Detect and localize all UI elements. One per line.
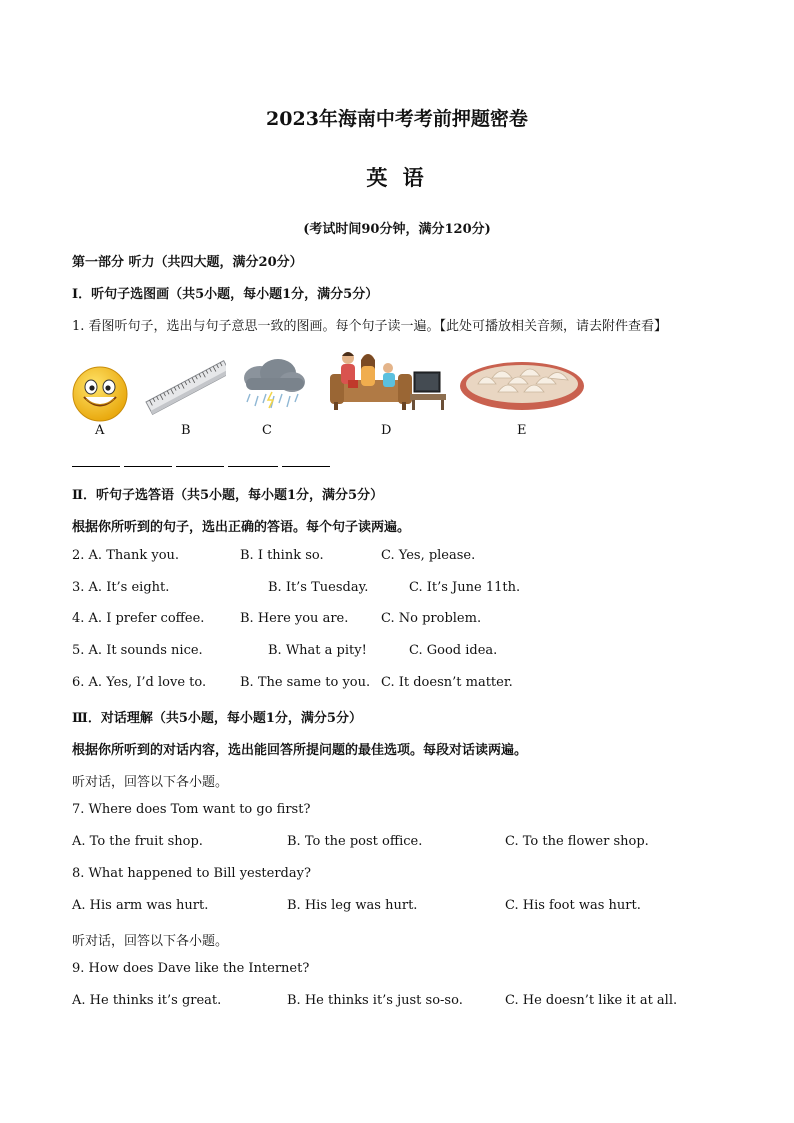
q9-option-c: C. He doesn’t like it at all.	[505, 993, 678, 1008]
section1-instruction: 1. 看图听句子，选出与句子意思一致的图画。每个句子读一遍。【此处可播放相关音频，请去附件查看】	[72, 319, 668, 334]
q3-option-c: C. It’s June 11th.	[409, 580, 521, 595]
picture-label-b: B	[181, 423, 191, 438]
q5-option-a: 5. A. It sounds nice.	[72, 643, 203, 658]
q8-question: 8. What happened to Bill yesterday?	[72, 866, 311, 881]
q9-question: 9. How does Dave like the Internet?	[72, 961, 310, 976]
picture-label-e: E	[517, 423, 527, 438]
q7-option-b: B. To the post office.	[287, 834, 423, 849]
answer-blank[interactable]	[282, 466, 330, 467]
q4-option-a: 4. A. I prefer coffee.	[72, 611, 205, 626]
q2-option-c: C. Yes, please.	[381, 548, 476, 563]
section2-instruction: 根据你所听到的句子，选出正确的答语。每个句子读两遍。	[72, 520, 411, 535]
family-watching-tv-icon	[328, 346, 448, 414]
section3-heading: Ⅲ．对话理解（共5小题，每小题1分，满分5分）	[72, 711, 362, 726]
q7-question: 7. Where does Tom want to go first?	[72, 802, 311, 817]
q3-option-b: B. It’s Tuesday.	[268, 580, 369, 595]
picture-label-a: A	[95, 423, 105, 438]
answer-blank[interactable]	[176, 466, 224, 467]
section1-heading: Ⅰ．听句子选图画（共5小题，每小题1分，满分5分）	[72, 287, 379, 302]
q8-option-b: B. His leg was hurt.	[287, 898, 418, 913]
q2-option-b: B. I think so.	[240, 548, 324, 563]
picture-label-c: C	[262, 423, 272, 438]
q9-option-b: B. He thinks it’s just so-so.	[287, 993, 463, 1008]
q3-option-a: 3. A. It’s eight.	[72, 580, 170, 595]
ruler-icon	[142, 358, 226, 416]
q7-option-c: C. To the flower shop.	[505, 834, 649, 849]
answer-blank[interactable]	[124, 466, 172, 467]
part1-heading: 第一部分 听力（共四大题，满分20分）	[72, 255, 303, 270]
subject-title: 英 语	[366, 165, 428, 190]
q8-option-c: C. His foot was hurt.	[505, 898, 641, 913]
dialog-intro: 听对话，回答以下各小题。	[72, 775, 229, 790]
q5-option-c: C. Good idea.	[409, 643, 498, 658]
q2-option-a: 2. A. Thank you.	[72, 548, 180, 563]
dialog-intro: 听对话，回答以下各小题。	[72, 934, 229, 949]
section3-instruction: 根据你所听到的对话内容，选出能回答所提问题的最佳选项。每段对话读两遍。	[72, 743, 528, 758]
exam-title: 2023年海南中考考前押题密卷	[266, 108, 528, 130]
q4-option-c: C. No problem.	[381, 611, 482, 626]
q7-option-a: A. To the fruit shop.	[72, 834, 203, 849]
q5-option-b: B. What a pity!	[268, 643, 367, 658]
answer-blank[interactable]	[72, 466, 120, 467]
answer-blank[interactable]	[228, 466, 278, 467]
smiley-face-icon	[72, 366, 128, 422]
rain-cloud-icon	[238, 358, 308, 412]
q9-option-a: A. He thinks it’s great.	[72, 993, 222, 1008]
picture-label-d: D	[381, 423, 392, 438]
section2-heading: Ⅱ．听句子选答语（共5小题，每小题1分，满分5分）	[72, 488, 384, 503]
q6-option-b: B. The same to you.	[240, 675, 371, 690]
q4-option-b: B. Here you are.	[240, 611, 349, 626]
q8-option-a: A. His arm was hurt.	[72, 898, 209, 913]
q6-option-a: 6. A. Yes, I’d love to.	[72, 675, 207, 690]
q6-option-c: C. It doesn’t matter.	[381, 675, 513, 690]
dumplings-plate-icon	[458, 354, 586, 412]
exam-info: (考试时间90分钟，满分120分)	[303, 222, 491, 237]
